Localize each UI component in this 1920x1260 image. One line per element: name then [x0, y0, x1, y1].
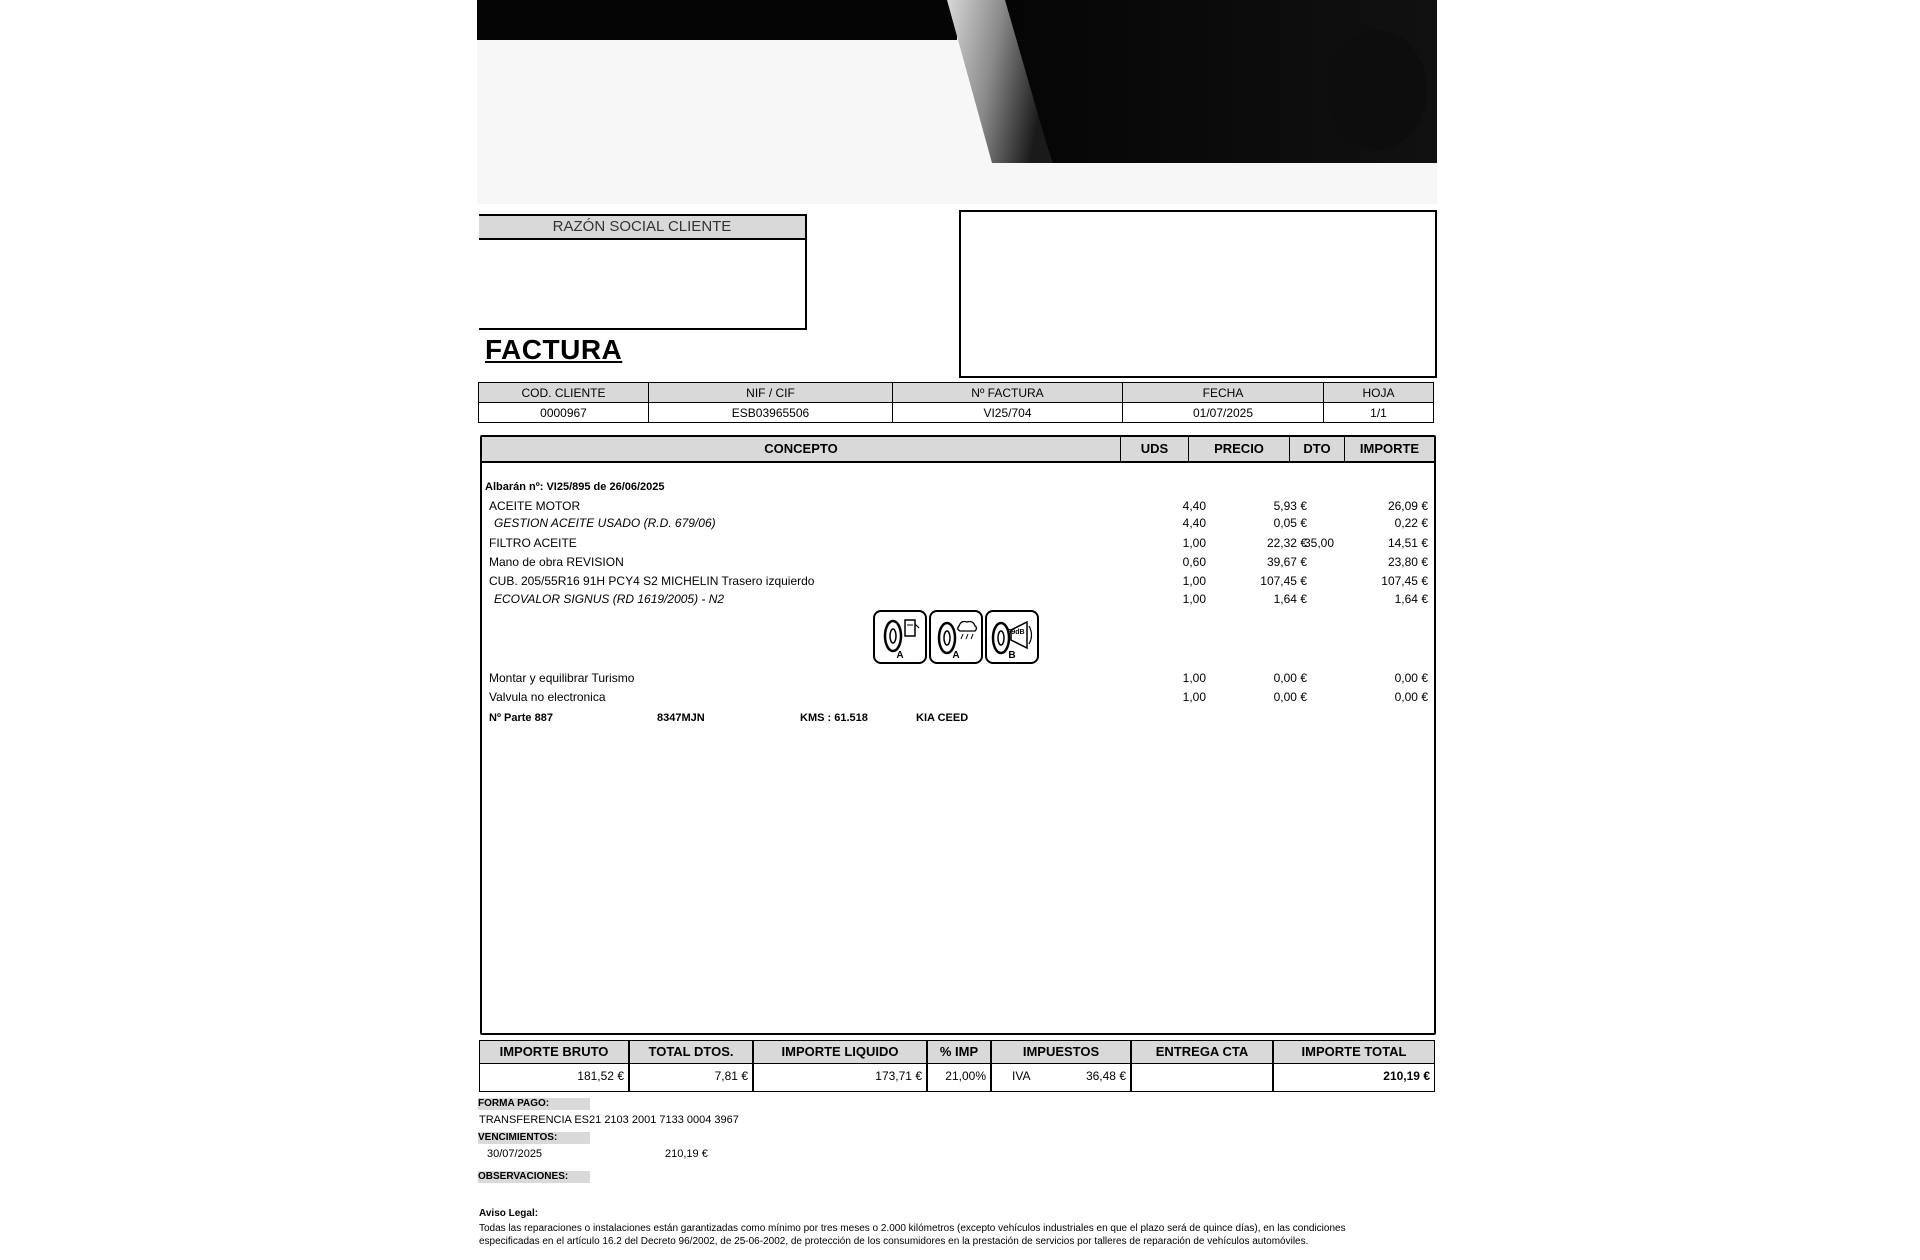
total-entrega-cta	[1131, 1040, 1273, 1092]
meta-factura: VI25/704	[893, 403, 1123, 423]
tyre-noise-label	[985, 610, 1039, 664]
invoice-page	[477, 0, 1437, 1260]
meta-header-fecha: FECHA	[1123, 383, 1324, 403]
meta-hoja: 1/1	[1324, 403, 1434, 423]
albaran-row	[482, 479, 1434, 495]
item-importe: 23,80 €	[1387, 555, 1428, 569]
item-importe: 14,51 €	[1387, 536, 1428, 550]
entrega-cta-header: ENTREGA CTA	[1132, 1041, 1272, 1064]
item-desc: Valvula no electronica	[489, 690, 606, 704]
item-desc: Mano de obra REVISION	[489, 555, 624, 569]
item-precio: 0,05 €	[1273, 516, 1307, 530]
legal-text: Todas las reparaciones o instalaciones están garantizadas como mínimo por tres meses o 2.000 kilómetros (excepto vehículos industriales en que el plazo será de quince días), en las condiciones especificadas en el artículo 16.2 del Decreto 96/2002, de 25-06-2002, de protección de los consumidores en la prestación de servicios por talleres de reparación de vehículos automóviles.	[479, 1223, 1346, 1247]
tyre-eu-labels	[873, 610, 1043, 664]
item-desc: ACEITE MOTOR	[489, 499, 581, 513]
tyre-fuel-label	[873, 610, 927, 664]
observaciones-label: OBSERVACIONES:	[478, 1171, 590, 1183]
meta-header-cod-cliente: COD. CLIENTE	[479, 383, 649, 403]
item-precio: 5,93 €	[1273, 499, 1307, 513]
document-title: FACTURA	[485, 334, 623, 365]
importe-bruto-header: IMPORTE BRUTO	[480, 1041, 628, 1064]
invoice-lines-box	[480, 435, 1436, 1035]
item-uds: 1,00	[1182, 536, 1206, 550]
parte-vehiculo: KIA CEED	[916, 712, 969, 724]
totals-row	[479, 1040, 1435, 1092]
lines-header	[482, 437, 1434, 463]
item-uds: 4,40	[1182, 499, 1206, 513]
line-item	[482, 670, 1434, 686]
line-item	[482, 573, 1434, 589]
vencimientos-label: VENCIMIENTOS:	[478, 1132, 590, 1144]
line-item	[482, 689, 1434, 705]
total-dtos	[629, 1040, 753, 1092]
line-item	[482, 554, 1434, 570]
item-importe: 1,64 €	[1394, 592, 1428, 606]
item-precio: 1,64 €	[1273, 592, 1307, 606]
importe-total-header: IMPORTE TOTAL	[1274, 1041, 1434, 1064]
total-dtos-value: 7,81 €	[714, 1069, 748, 1083]
tyre-wet-label	[929, 610, 983, 664]
importe-liquido-header: IMPORTE LIQUIDO	[754, 1041, 926, 1064]
item-uds: 1,00	[1182, 671, 1206, 685]
client-name-box	[479, 214, 807, 330]
importe-bruto-value: 181,52 €	[577, 1069, 624, 1083]
item-precio: 107,45 €	[1260, 574, 1307, 588]
item-precio: 22,32 €	[1266, 536, 1307, 550]
item-importe: 26,09 €	[1387, 499, 1428, 513]
forma-pago-label: FORMA PAGO:	[478, 1098, 590, 1110]
item-desc: CUB. 205/55R16 91H PCY4 S2 MICHELIN Trasero izquierdo	[489, 574, 815, 588]
item-importe: 0,22 €	[1394, 516, 1428, 530]
meta-nif: ESB03965506	[649, 403, 893, 423]
albaran-text: Albarán nº: VI25/895 de 26/06/2025	[485, 481, 665, 493]
impuesto-nombre: IVA	[1012, 1069, 1031, 1083]
item-desc: Montar y equilibrar Turismo	[489, 671, 635, 685]
wet-grade: A	[952, 650, 960, 661]
item-dto: 35,00	[1303, 536, 1334, 550]
importe-total-value: 210,19 €	[1383, 1069, 1430, 1083]
item-desc: GESTION ACEITE USADO (R.D. 679/06)	[494, 516, 716, 530]
item-uds: 0,60	[1182, 555, 1206, 569]
meta-header-hoja: HOJA	[1324, 383, 1434, 403]
legal-title: Aviso Legal:	[479, 1208, 539, 1219]
total-importe-total	[1273, 1040, 1435, 1092]
lines-header-importe: IMPORTE	[1359, 441, 1420, 456]
header-banner	[477, 0, 1437, 204]
item-precio: 39,67 €	[1266, 555, 1307, 569]
vencimiento-importe: 210,19 €	[665, 1148, 708, 1160]
meta-header-nif: NIF / CIF	[649, 383, 893, 403]
parte-row	[482, 710, 1434, 726]
line-item	[482, 515, 1434, 531]
item-uds: 1,00	[1182, 690, 1206, 704]
item-precio: 0,00 €	[1273, 690, 1307, 704]
address-box	[959, 210, 1437, 378]
meta-fecha: 01/07/2025	[1123, 403, 1324, 423]
line-item	[482, 591, 1434, 607]
line-item	[482, 498, 1434, 514]
noise-db: 69dB	[1007, 629, 1025, 636]
item-importe: 107,45 €	[1381, 574, 1428, 588]
lines-header-dto: DTO	[1290, 437, 1345, 461]
impuestos-header: IMPUESTOS	[992, 1041, 1130, 1064]
pct-imp-header: % IMP	[928, 1041, 990, 1064]
total-pct-imp	[927, 1040, 991, 1092]
fuel-grade: A	[896, 650, 904, 661]
total-importe-bruto	[479, 1040, 629, 1092]
impuestos-value: 36,48 €	[1085, 1069, 1126, 1083]
item-desc: FILTRO ACEITE	[489, 536, 577, 550]
total-impuestos	[991, 1040, 1131, 1092]
lines-header-concepto: CONCEPTO	[482, 437, 1121, 461]
client-box-header: RAZÓN SOCIAL CLIENTE	[479, 214, 805, 240]
total-dtos-header: TOTAL DTOS.	[630, 1041, 752, 1064]
item-uds: 1,00	[1182, 574, 1206, 588]
total-importe-liquido	[753, 1040, 927, 1092]
forma-pago-value: TRANSFERENCIA ES21 2103 2001 7133 0004 3967	[479, 1114, 739, 1126]
parte-kms: KMS : 61.518	[800, 712, 868, 724]
item-uds: 4,40	[1182, 516, 1206, 530]
importe-liquido-value: 173,71 €	[875, 1069, 922, 1083]
lines-header-uds: UDS	[1121, 437, 1189, 461]
item-desc: ECOVALOR SIGNUS (RD 1619/2005) - N2	[494, 592, 725, 606]
item-importe: 0,00 €	[1394, 690, 1428, 704]
invoice-meta-table	[478, 382, 1434, 423]
item-precio: 0,00 €	[1273, 671, 1307, 685]
parte-matricula: 8347MJN	[657, 712, 705, 724]
item-uds: 1,00	[1182, 592, 1206, 606]
pct-imp-value: 21,00%	[945, 1069, 986, 1083]
parte-numero: Nº Parte 887	[489, 712, 553, 724]
line-item	[482, 535, 1434, 551]
vencimiento-fecha: 30/07/2025	[487, 1148, 543, 1160]
noise-grade: B	[1008, 650, 1016, 661]
lines-header-precio: PRECIO	[1189, 437, 1290, 461]
meta-cod-cliente: 0000967	[479, 403, 649, 423]
meta-header-factura: Nº FACTURA	[893, 383, 1123, 403]
item-importe: 0,00 €	[1394, 671, 1428, 685]
